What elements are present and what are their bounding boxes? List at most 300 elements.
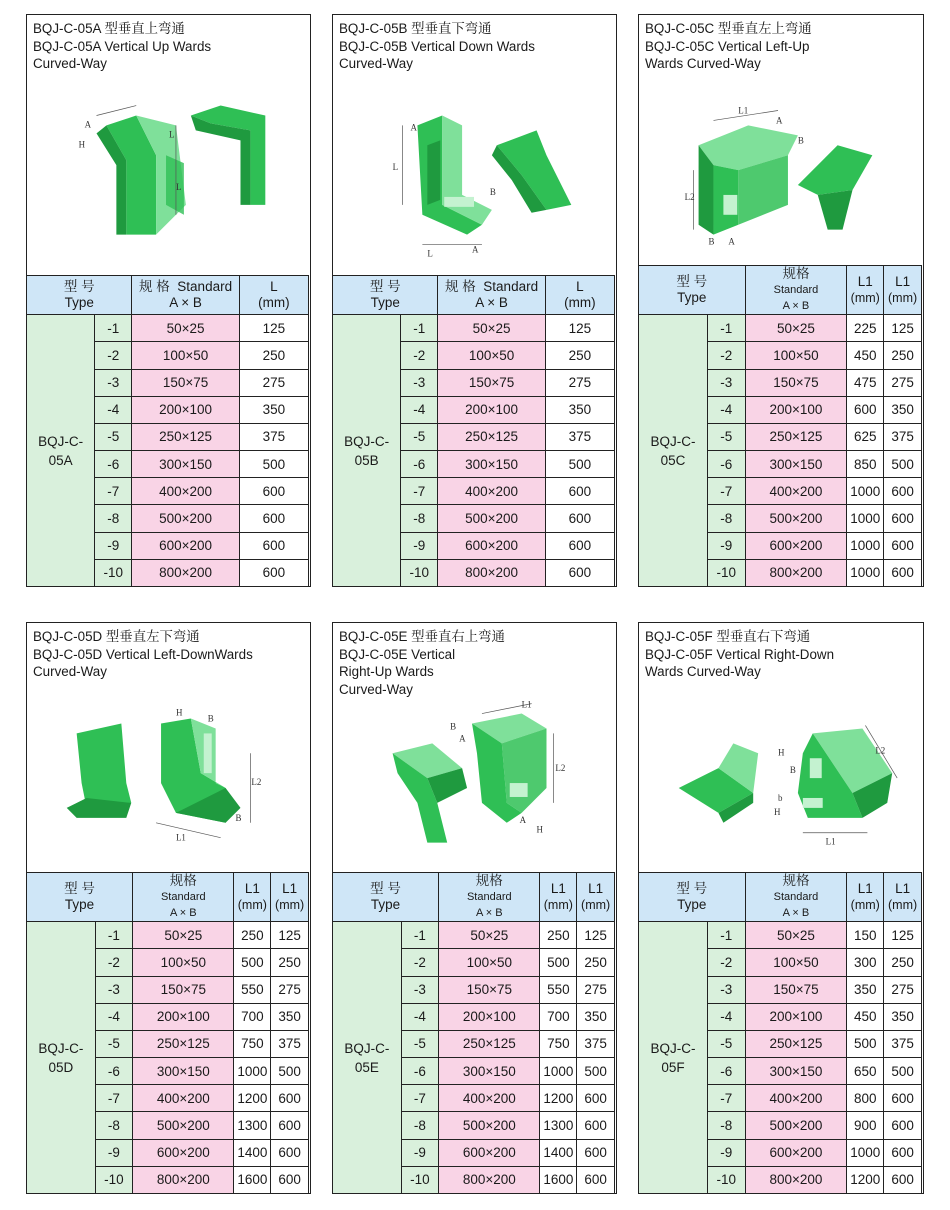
size-cell: 150×75 bbox=[133, 976, 234, 1003]
variant-index-cell: -10 bbox=[95, 1166, 132, 1193]
type-header bbox=[639, 266, 746, 315]
standard-header bbox=[745, 873, 847, 922]
variant-index-cell: -3 bbox=[401, 976, 438, 1003]
length-value-cell: 375 bbox=[545, 423, 614, 450]
variant-index-cell: -1 bbox=[401, 315, 438, 342]
length-header-unit: (mm) bbox=[888, 898, 918, 913]
standard-header-axb: A × B bbox=[475, 295, 508, 311]
length-value-cell: 600 bbox=[545, 559, 614, 586]
card-title-line: BQJ-C-05A 型垂直上弯通 bbox=[33, 21, 185, 36]
type-header bbox=[639, 873, 746, 922]
length-value-cell: 150 bbox=[847, 922, 884, 949]
variant-index-cell: -6 bbox=[708, 1058, 746, 1085]
length-value-cell: 900 bbox=[847, 1112, 884, 1139]
length-header-label: L1 bbox=[895, 274, 911, 290]
type-header-en: Type bbox=[677, 290, 707, 306]
variant-index-cell: -6 bbox=[401, 1058, 438, 1085]
standard-header-en: Standard bbox=[773, 284, 819, 297]
dimension-label: L bbox=[175, 181, 182, 192]
card-title-line: Curved-Way bbox=[33, 664, 107, 679]
length-value-cell: 500 bbox=[271, 1058, 309, 1085]
standard-header-cn: 规格 bbox=[169, 873, 197, 889]
size-cell: 800×200 bbox=[745, 1166, 847, 1193]
card-title-line: Wards Curved-Way bbox=[645, 56, 761, 71]
card-title-line: Curved-Way bbox=[33, 56, 107, 71]
table-row bbox=[333, 315, 615, 342]
length-value-cell: 1000 bbox=[847, 532, 884, 559]
card-title-line: Right-Up Wards bbox=[339, 664, 434, 679]
length-value-cell: 500 bbox=[239, 451, 308, 478]
length-header bbox=[884, 873, 922, 922]
variant-index-cell: -9 bbox=[401, 532, 438, 559]
size-cell: 150×75 bbox=[745, 369, 847, 396]
size-cell: 100×50 bbox=[132, 342, 239, 369]
dimension-label: L bbox=[427, 248, 433, 259]
card-title bbox=[33, 20, 306, 73]
card-title bbox=[339, 628, 612, 698]
variant-index-cell: -7 bbox=[401, 478, 438, 505]
variant-index-cell: -1 bbox=[708, 922, 746, 949]
length-header-unit: (mm) bbox=[581, 898, 611, 913]
model-line: BQJ-C- bbox=[344, 433, 390, 449]
length-value-cell: 750 bbox=[234, 1030, 271, 1057]
size-cell: 100×50 bbox=[745, 342, 847, 369]
length-value-cell: 625 bbox=[847, 423, 884, 450]
length-value-cell: 600 bbox=[577, 1139, 615, 1166]
variant-index-cell: -9 bbox=[95, 1139, 132, 1166]
length-header-unit: (mm) bbox=[275, 898, 305, 913]
length-value-cell: 600 bbox=[271, 1085, 309, 1112]
standard-header-axb: A × B bbox=[782, 907, 810, 920]
variant-index-cell: -1 bbox=[95, 315, 132, 342]
size-cell: 300×150 bbox=[132, 451, 239, 478]
length-value-cell: 375 bbox=[577, 1030, 615, 1057]
length-header bbox=[847, 873, 884, 922]
size-cell: 100×50 bbox=[439, 949, 540, 976]
vertical-down-elbow-illustration bbox=[333, 85, 616, 285]
length-value-cell: 750 bbox=[540, 1030, 577, 1057]
type-header bbox=[27, 276, 132, 315]
length-value-cell: 1600 bbox=[234, 1166, 271, 1193]
variant-index-cell: -7 bbox=[95, 1085, 132, 1112]
table-header-row bbox=[333, 873, 615, 922]
dimension-label: A bbox=[776, 115, 783, 126]
dimension-label: B bbox=[708, 236, 715, 247]
size-cell: 50×25 bbox=[133, 922, 234, 949]
size-cell: 150×75 bbox=[439, 976, 540, 1003]
length-value-cell: 600 bbox=[239, 505, 308, 532]
vertical-left-up-elbow-illustration bbox=[639, 85, 923, 285]
length-value-cell: 650 bbox=[847, 1058, 884, 1085]
type-header-cn: 型 号 bbox=[369, 279, 401, 295]
length-value-cell: 600 bbox=[884, 1166, 922, 1193]
model-cell bbox=[639, 922, 708, 1194]
standard-header bbox=[745, 266, 847, 315]
size-cell: 500×200 bbox=[133, 1112, 234, 1139]
length-value-cell: 600 bbox=[577, 1112, 615, 1139]
variant-index-cell: -2 bbox=[401, 949, 438, 976]
size-cell: 250×125 bbox=[132, 423, 239, 450]
length-header-label: L bbox=[270, 279, 278, 295]
length-value-cell: 125 bbox=[577, 922, 615, 949]
length-value-cell: 600 bbox=[884, 1112, 922, 1139]
length-header bbox=[884, 266, 922, 315]
card-title-line: BQJ-C-05C 型垂直左上弯通 bbox=[645, 21, 812, 36]
table-header-row bbox=[27, 873, 309, 922]
size-cell: 250×125 bbox=[439, 1030, 540, 1057]
standard-header-axb: A × B bbox=[169, 907, 197, 920]
variant-index-cell: -5 bbox=[401, 423, 438, 450]
standard-header-en: Standard bbox=[773, 891, 819, 904]
dimension-label: A bbox=[84, 119, 92, 130]
size-cell: 800×200 bbox=[438, 559, 545, 586]
length-value-cell: 500 bbox=[540, 949, 577, 976]
table-row bbox=[27, 922, 309, 949]
length-value-cell: 250 bbox=[239, 342, 308, 369]
variant-index-cell: -3 bbox=[708, 369, 746, 396]
variant-index-cell: -1 bbox=[401, 922, 438, 949]
length-value-cell: 600 bbox=[884, 532, 922, 559]
length-value-cell: 350 bbox=[847, 976, 884, 1003]
length-value-cell: 600 bbox=[545, 532, 614, 559]
variant-index-cell: -8 bbox=[401, 505, 438, 532]
dimension-label: H bbox=[774, 806, 781, 817]
length-value-cell: 700 bbox=[540, 1003, 577, 1030]
length-value-cell: 600 bbox=[239, 478, 308, 505]
dimension-label: L1 bbox=[738, 105, 749, 116]
variant-index-cell: -3 bbox=[95, 976, 132, 1003]
variant-index-cell: -1 bbox=[95, 922, 132, 949]
size-cell: 100×50 bbox=[133, 949, 234, 976]
dimension-label: L bbox=[168, 129, 175, 140]
length-value-cell: 600 bbox=[239, 532, 308, 559]
standard-header bbox=[133, 873, 234, 922]
size-cell: 600×200 bbox=[133, 1139, 234, 1166]
size-cell: 200×100 bbox=[439, 1003, 540, 1030]
table-header-row bbox=[639, 266, 922, 315]
spec-table bbox=[26, 275, 309, 587]
length-value-cell: 600 bbox=[884, 478, 922, 505]
size-cell: 250×125 bbox=[438, 423, 545, 450]
standard-header-cn: 规格 bbox=[475, 873, 503, 889]
variant-index-cell: -6 bbox=[95, 1058, 132, 1085]
dimension-label: L1 bbox=[825, 836, 836, 847]
dimension-label: H bbox=[78, 139, 86, 150]
product-illustration bbox=[27, 85, 310, 285]
dimension-label: A bbox=[519, 814, 527, 825]
length-value-cell: 600 bbox=[239, 559, 308, 586]
size-cell: 100×50 bbox=[438, 342, 545, 369]
length-value-cell: 600 bbox=[884, 559, 922, 586]
length-value-cell: 250 bbox=[884, 342, 922, 369]
variant-index-cell: -8 bbox=[95, 1112, 132, 1139]
variant-index-cell: -8 bbox=[401, 1112, 438, 1139]
variant-index-cell: -5 bbox=[708, 1030, 746, 1057]
size-cell: 800×200 bbox=[133, 1166, 234, 1193]
spec-table bbox=[332, 872, 615, 1194]
length-value-cell: 125 bbox=[239, 315, 308, 342]
variant-index-cell: -8 bbox=[708, 505, 746, 532]
size-cell: 400×200 bbox=[745, 1085, 847, 1112]
length-value-cell: 125 bbox=[884, 315, 922, 342]
variant-index-cell: -5 bbox=[401, 1030, 438, 1057]
length-header-label: L1 bbox=[550, 881, 566, 897]
product-illustration bbox=[333, 693, 616, 893]
variant-index-cell: -7 bbox=[708, 1085, 746, 1112]
variant-index-cell: -3 bbox=[401, 369, 438, 396]
model-line: 05D bbox=[48, 1059, 74, 1075]
type-header bbox=[333, 873, 439, 922]
length-header bbox=[540, 873, 577, 922]
length-value-cell: 1200 bbox=[847, 1166, 884, 1193]
length-value-cell: 250 bbox=[271, 949, 309, 976]
size-cell: 150×75 bbox=[132, 369, 239, 396]
length-value-cell: 1200 bbox=[540, 1085, 577, 1112]
dimension-label: B bbox=[789, 765, 796, 776]
length-value-cell: 250 bbox=[540, 922, 577, 949]
card-title bbox=[339, 20, 612, 73]
product-card-05c bbox=[638, 14, 924, 587]
dimension-label: B bbox=[235, 812, 242, 823]
table-header-row bbox=[639, 873, 922, 922]
standard-header-cn: 规格 bbox=[782, 266, 810, 282]
length-value-cell: 1000 bbox=[234, 1058, 271, 1085]
size-cell: 200×100 bbox=[438, 396, 545, 423]
length-header-unit: (mm) bbox=[237, 898, 267, 913]
length-header-label: L1 bbox=[895, 881, 911, 897]
model-line: BQJ-C- bbox=[650, 1040, 696, 1056]
length-header-label: L1 bbox=[282, 881, 298, 897]
length-value-cell: 1200 bbox=[234, 1085, 271, 1112]
variant-index-cell: -8 bbox=[95, 505, 132, 532]
length-value-cell: 550 bbox=[540, 976, 577, 1003]
dimension-label: L bbox=[392, 162, 399, 173]
product-card-05a bbox=[26, 14, 311, 587]
length-value-cell: 500 bbox=[884, 1058, 922, 1085]
length-header bbox=[577, 873, 615, 922]
length-value-cell: 450 bbox=[847, 1003, 884, 1030]
length-value-cell: 1400 bbox=[540, 1139, 577, 1166]
length-header bbox=[234, 873, 271, 922]
card-title-line: BQJ-C-05F Vertical Right-Down bbox=[645, 646, 835, 662]
length-value-cell: 250 bbox=[577, 949, 615, 976]
variant-index-cell: -2 bbox=[708, 949, 746, 976]
size-cell: 500×200 bbox=[745, 1112, 847, 1139]
length-header-unit: (mm) bbox=[543, 898, 573, 913]
size-cell: 200×100 bbox=[745, 396, 847, 423]
length-value-cell: 350 bbox=[545, 396, 614, 423]
dimension-label: L2 bbox=[684, 191, 695, 202]
variant-index-cell: -1 bbox=[708, 315, 746, 342]
length-value-cell: 350 bbox=[884, 1003, 922, 1030]
size-cell: 150×75 bbox=[745, 976, 847, 1003]
standard-header bbox=[438, 276, 545, 315]
model-cell bbox=[333, 922, 402, 1194]
type-header-en: Type bbox=[370, 295, 400, 311]
length-value-cell: 600 bbox=[884, 505, 922, 532]
product-illustration bbox=[333, 85, 616, 285]
length-value-cell: 1300 bbox=[540, 1112, 577, 1139]
variant-index-cell: -5 bbox=[95, 1030, 132, 1057]
type-header-cn: 型 号 bbox=[676, 881, 708, 897]
variant-index-cell: -7 bbox=[95, 478, 132, 505]
variant-index-cell: -7 bbox=[401, 1085, 438, 1112]
size-cell: 500×200 bbox=[438, 505, 545, 532]
table-row bbox=[27, 315, 309, 342]
length-value-cell: 1000 bbox=[540, 1058, 577, 1085]
variant-index-cell: -9 bbox=[95, 532, 132, 559]
table-row bbox=[333, 922, 615, 949]
dimension-label: H bbox=[536, 824, 544, 835]
length-value-cell: 375 bbox=[239, 423, 308, 450]
size-cell: 600×200 bbox=[132, 532, 239, 559]
dimension-label: L1 bbox=[175, 832, 186, 843]
length-value-cell: 275 bbox=[271, 976, 309, 1003]
variant-index-cell: -5 bbox=[708, 423, 746, 450]
model-cell bbox=[27, 922, 96, 1194]
variant-index-cell: -9 bbox=[401, 1139, 438, 1166]
standard-header-en: Standard bbox=[466, 891, 512, 904]
spec-table bbox=[638, 265, 922, 587]
card-title bbox=[645, 20, 919, 73]
standard-header bbox=[132, 276, 239, 315]
length-value-cell: 125 bbox=[545, 315, 614, 342]
length-value-cell: 475 bbox=[847, 369, 884, 396]
model-line: BQJ-C- bbox=[344, 1040, 390, 1056]
type-header bbox=[333, 276, 438, 315]
length-header-label: L1 bbox=[857, 274, 873, 290]
card-title-line: BQJ-C-05B 型垂直下弯通 bbox=[339, 21, 492, 36]
size-cell: 800×200 bbox=[132, 559, 239, 586]
model-cell bbox=[639, 315, 708, 587]
variant-index-cell: -4 bbox=[401, 396, 438, 423]
type-header-en: Type bbox=[677, 897, 707, 913]
vertical-right-up-elbow-illustration bbox=[333, 693, 616, 893]
size-cell: 500×200 bbox=[439, 1112, 540, 1139]
size-cell: 600×200 bbox=[745, 532, 847, 559]
length-value-cell: 1000 bbox=[847, 1139, 884, 1166]
length-header bbox=[847, 266, 884, 315]
size-cell: 50×25 bbox=[745, 922, 847, 949]
length-value-cell: 350 bbox=[239, 396, 308, 423]
dimension-label: A bbox=[472, 244, 479, 255]
length-header-unit: (mm) bbox=[850, 898, 880, 913]
dimension-label: B bbox=[797, 135, 804, 146]
size-cell: 50×25 bbox=[132, 315, 239, 342]
card-title-line: BQJ-C-05E 型垂直右上弯通 bbox=[339, 629, 505, 644]
length-header-unit: (mm) bbox=[564, 295, 596, 311]
length-value-cell: 1300 bbox=[234, 1112, 271, 1139]
variant-index-cell: -3 bbox=[708, 976, 746, 1003]
card-title-line: Wards Curved-Way bbox=[645, 664, 761, 679]
variant-index-cell: -3 bbox=[95, 369, 132, 396]
length-header bbox=[239, 276, 308, 315]
length-value-cell: 275 bbox=[545, 369, 614, 396]
card-title-line: BQJ-C-05A Vertical Up Wards bbox=[33, 38, 212, 54]
product-illustration bbox=[639, 85, 923, 285]
variant-index-cell: -2 bbox=[401, 342, 438, 369]
variant-index-cell: -4 bbox=[401, 1003, 438, 1030]
length-value-cell: 600 bbox=[271, 1139, 309, 1166]
length-value-cell: 375 bbox=[884, 1030, 922, 1057]
length-value-cell: 350 bbox=[577, 1003, 615, 1030]
length-value-cell: 700 bbox=[234, 1003, 271, 1030]
length-header-label: L1 bbox=[244, 881, 260, 897]
variant-index-cell: -10 bbox=[708, 559, 746, 586]
card-title-line: BQJ-C-05E Vertical bbox=[339, 646, 456, 662]
model-line: 05C bbox=[660, 452, 686, 468]
model-line: 05A bbox=[48, 452, 73, 468]
type-header-cn: 型 号 bbox=[370, 881, 401, 897]
length-value-cell: 275 bbox=[884, 369, 922, 396]
length-header-unit: (mm) bbox=[258, 295, 290, 311]
size-cell: 400×200 bbox=[438, 478, 545, 505]
standard-header-cn: 规 格 Standard bbox=[139, 279, 233, 295]
size-cell: 600×200 bbox=[438, 532, 545, 559]
size-cell: 300×150 bbox=[745, 1058, 847, 1085]
variant-index-cell: -10 bbox=[401, 559, 438, 586]
variant-index-cell: -4 bbox=[708, 1003, 746, 1030]
size-cell: 800×200 bbox=[439, 1166, 540, 1193]
spec-table bbox=[26, 872, 309, 1194]
length-value-cell: 500 bbox=[234, 949, 271, 976]
dimension-label: A bbox=[728, 236, 735, 247]
dimension-label: B bbox=[489, 186, 496, 197]
size-cell: 400×200 bbox=[132, 478, 239, 505]
dimension-label: H bbox=[778, 747, 785, 758]
model-line: 05B bbox=[354, 452, 379, 468]
model-line: 05F bbox=[661, 1059, 685, 1075]
product-card-05d bbox=[26, 622, 311, 1194]
length-value-cell: 250 bbox=[234, 922, 271, 949]
standard-header-cn: 规格 bbox=[782, 873, 810, 889]
length-value-cell: 1400 bbox=[234, 1139, 271, 1166]
dimension-label: H bbox=[175, 707, 183, 718]
card-title-line: Curved-Way bbox=[339, 681, 413, 697]
type-header bbox=[27, 873, 133, 922]
size-cell: 50×25 bbox=[439, 922, 540, 949]
card-title-line: Curved-Way bbox=[339, 56, 413, 71]
length-header bbox=[271, 873, 309, 922]
variant-index-cell: -2 bbox=[95, 342, 132, 369]
length-value-cell: 375 bbox=[884, 423, 922, 450]
length-value-cell: 600 bbox=[577, 1085, 615, 1112]
card-title bbox=[645, 628, 919, 681]
card-title-line: BQJ-C-05C Vertical Left-Up bbox=[645, 38, 810, 54]
size-cell: 300×150 bbox=[133, 1058, 234, 1085]
type-header-en: Type bbox=[64, 295, 94, 311]
length-header-label: L1 bbox=[588, 881, 604, 897]
type-header-cn: 型 号 bbox=[64, 881, 95, 897]
size-cell: 400×200 bbox=[439, 1085, 540, 1112]
variant-index-cell: -2 bbox=[708, 342, 746, 369]
card-title-line: BQJ-C-05D Vertical Left-DownWards bbox=[33, 646, 253, 662]
size-cell: 250×125 bbox=[133, 1030, 234, 1057]
size-cell: 400×200 bbox=[745, 478, 847, 505]
length-value-cell: 600 bbox=[577, 1166, 615, 1193]
table-row bbox=[639, 922, 922, 949]
model-cell bbox=[27, 315, 95, 587]
table-header-row bbox=[27, 276, 309, 315]
length-header-label: L bbox=[576, 279, 584, 295]
product-illustration bbox=[27, 693, 310, 893]
length-value-cell: 450 bbox=[847, 342, 884, 369]
size-cell: 300×150 bbox=[438, 451, 545, 478]
standard-header-axb: A × B bbox=[475, 907, 503, 920]
size-cell: 500×200 bbox=[132, 505, 239, 532]
length-header-unit: (mm) bbox=[888, 291, 918, 306]
length-value-cell: 500 bbox=[847, 1030, 884, 1057]
